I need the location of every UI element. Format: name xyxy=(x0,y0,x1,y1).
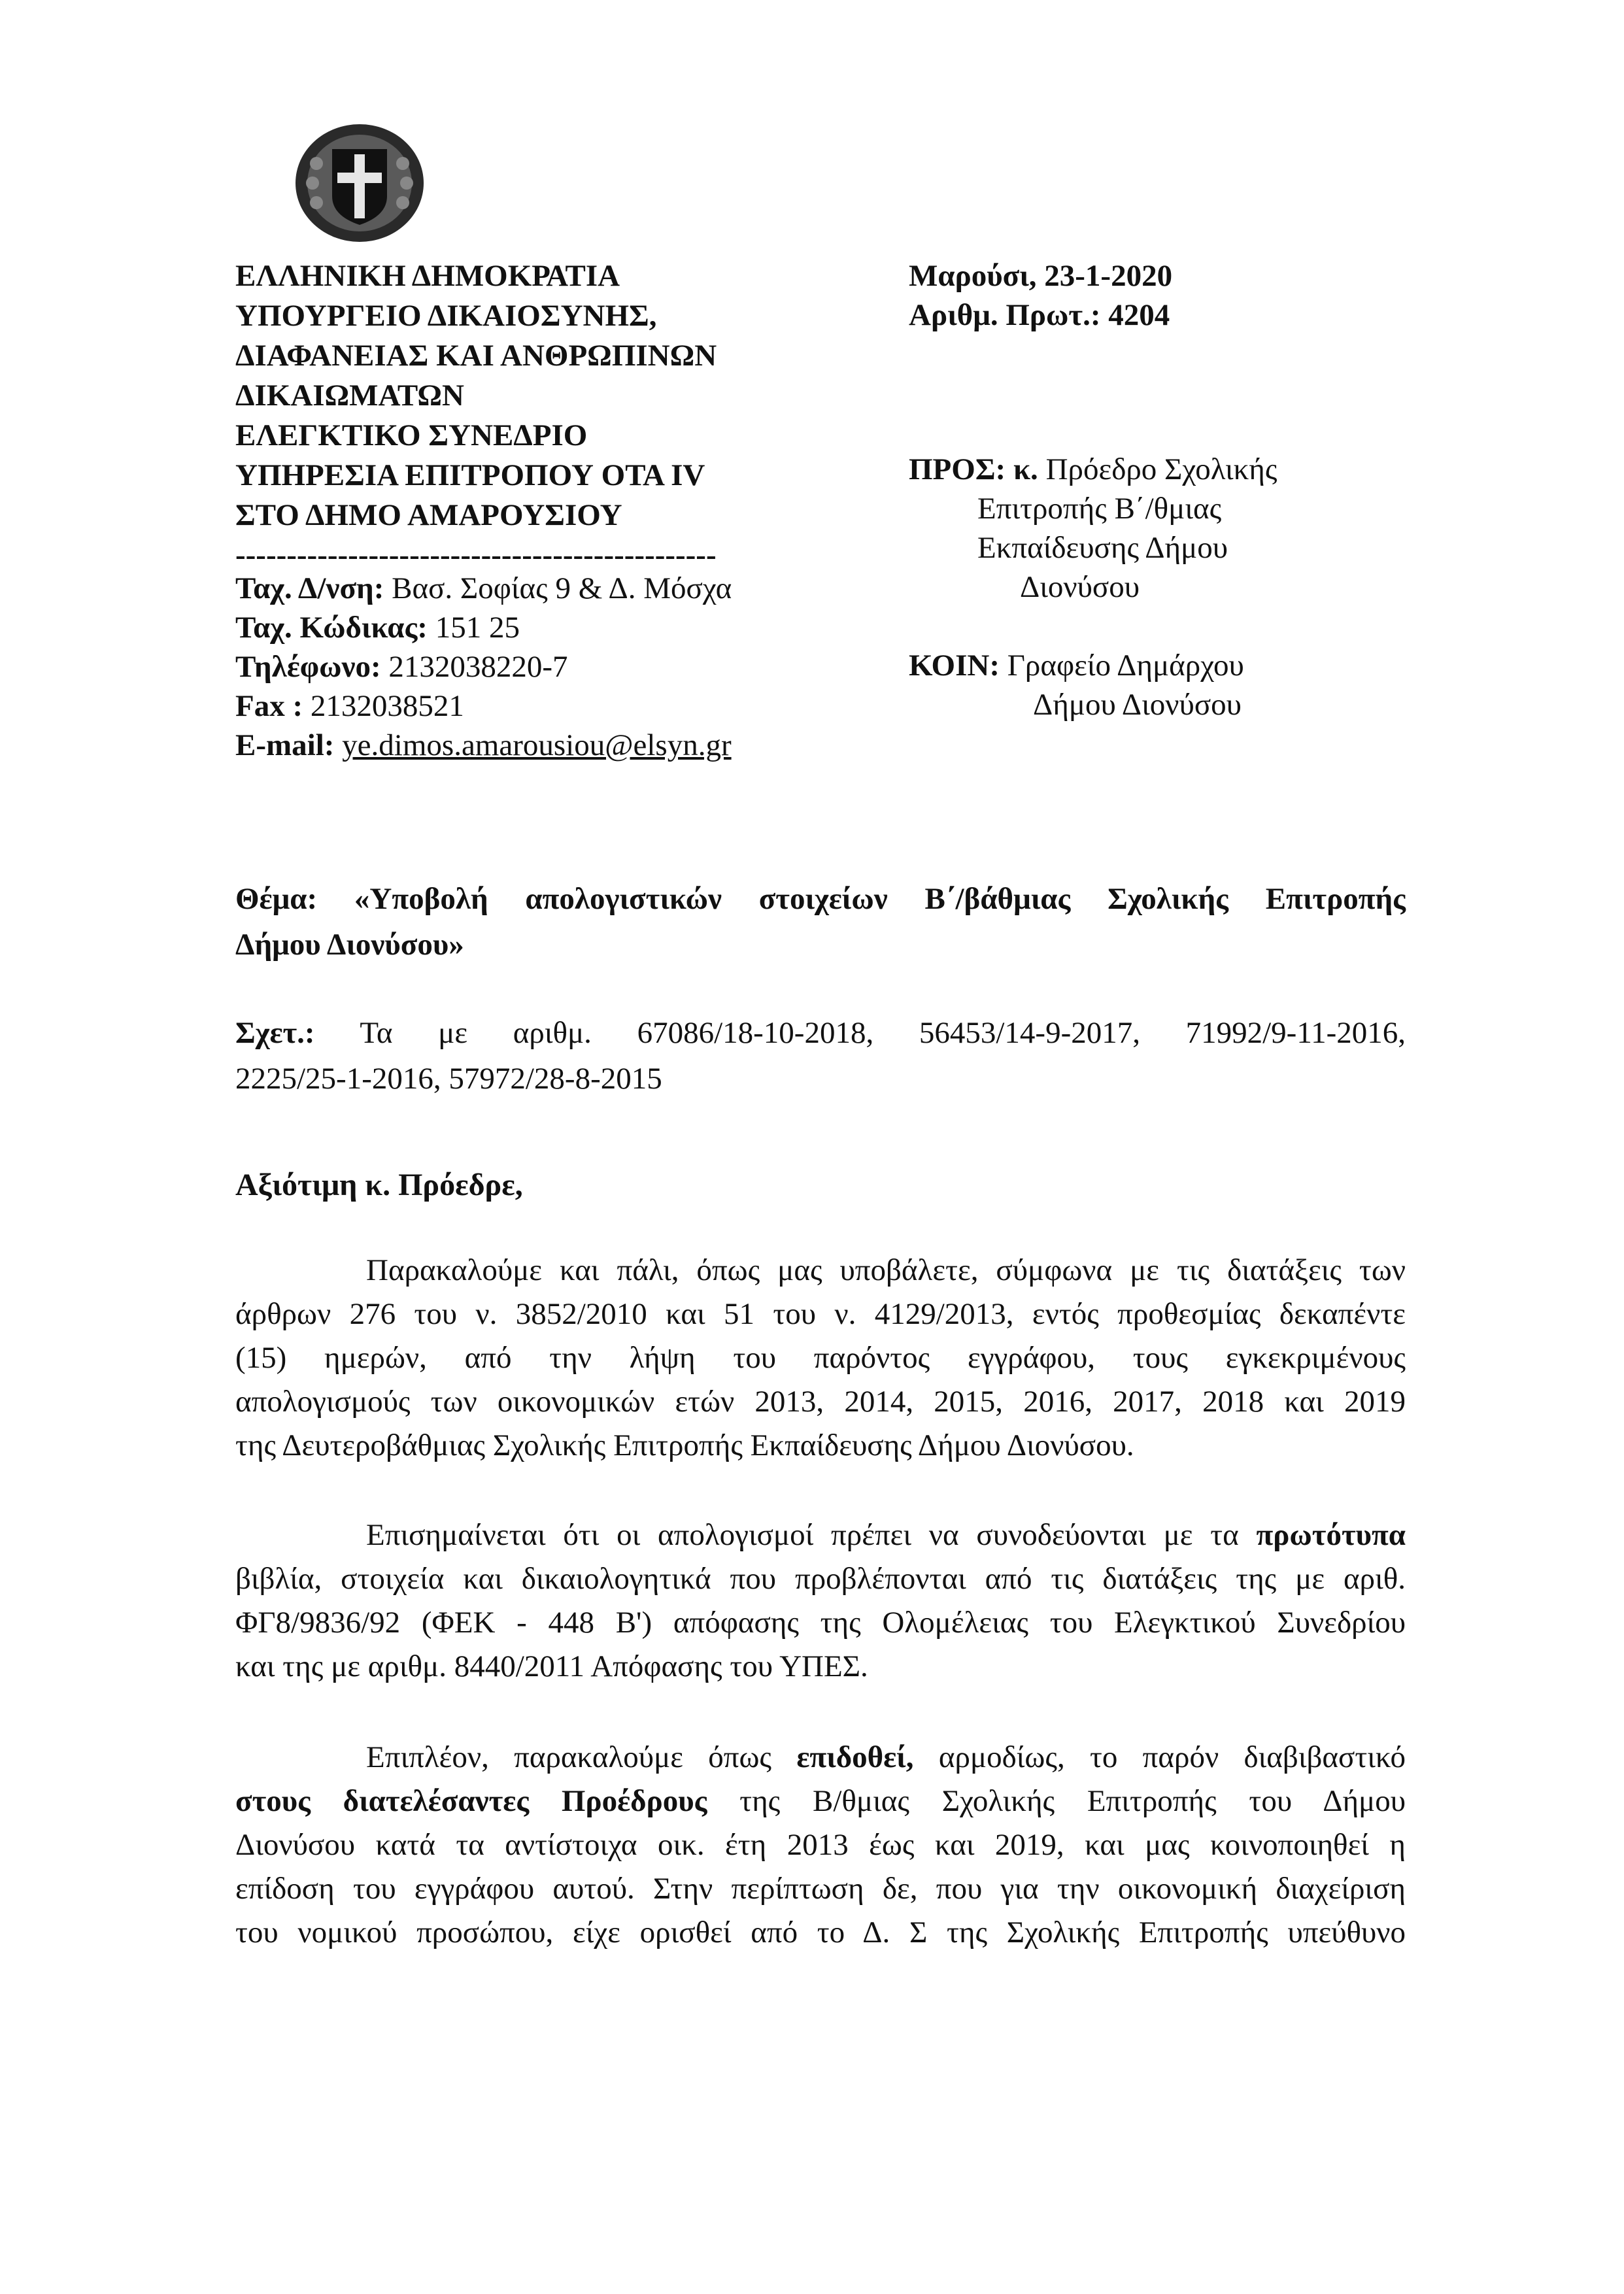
sender-line: ΥΠΟΥΡΓΕΙΟ ΔΙΚΑΙΟΣΥΝΗΣ, xyxy=(235,299,657,333)
paragraph-line: του νομικού προσώπου, είχε ορισθεί από το Δ. Σ της Σχολικής Επιτροπής υπεύθυνο xyxy=(235,1915,1406,1949)
recipient-line: Πρόεδρο Σχολικής xyxy=(1045,452,1277,486)
phone-label: Τηλέφωνο: xyxy=(235,650,381,684)
paragraph-text: αρμοδίως, το παρόν διαβιβαστικό xyxy=(938,1740,1406,1774)
subject-line: Δήμου Διονύσου» xyxy=(235,928,464,962)
phone-value: 2132038220-7 xyxy=(388,650,568,684)
recipient-line: Εκπαίδευσης Δήμου xyxy=(977,531,1228,565)
paragraph-text: Επιπλέον, παρακαλούμε όπως xyxy=(366,1740,772,1774)
paragraph-line: επίδοση του εγγράφου αυτού. Στην περίπτωση δε, που για την οικονομική διαχείριση xyxy=(235,1872,1406,1906)
paragraph-line xyxy=(235,1780,1406,1823)
paragraph-line xyxy=(235,1513,1406,1557)
paragraph-emphasis: επιδοθεί, xyxy=(796,1740,914,1774)
paragraph-2 xyxy=(235,1513,1406,1689)
fax-label: Fax : xyxy=(235,689,303,723)
paragraph-text: της Β/θμιας Σχολικής Επιτροπής του Δήμου xyxy=(739,1784,1406,1818)
recipient-line: Διονύσου xyxy=(1020,570,1140,604)
koin-line: Δήμου Διονύσου xyxy=(1033,688,1242,722)
paragraph-line: ΦΓ8/9836/92 (ΦΕΚ - 448 Β') απόφασης της Ολομέλειας του Ελεγκτικού Συνεδρίου xyxy=(235,1606,1406,1640)
paragraph-line: Παρακαλούμε και πάλι, όπως μας υποβάλετε, σύμφωνα με τις διατάξεις των xyxy=(366,1253,1406,1287)
paragraph-line: Διονύσου κατά τα αντίστοιχα οικ. έτη 2013 έως και 2019, και μας κοινοποιηθεί η xyxy=(235,1828,1406,1862)
references-line: 2225/25-1-2016, 57972/28-8-2015 xyxy=(235,1062,662,1096)
email-row xyxy=(235,726,889,765)
postcode-label: Ταχ. Κώδικας: xyxy=(235,611,428,645)
paragraph-line: βιβλία, στοιχεία και δικαιολογητικά που προβλέπονται από τις διατάξεις της με αριθ. xyxy=(235,1562,1406,1596)
sender-line: ΔΙΑΦΑΝΕΙΑΣ ΚΑΙ ΑΝΘΡΩΠΙΝΩΝ xyxy=(235,339,717,373)
protocol-number: Αριθμ. Πρωτ.: 4204 xyxy=(909,298,1170,332)
fax-row xyxy=(235,686,889,726)
paragraph-line: απολογισμούς των οικονομικών ετών 2013, 2014, 2015, 2016, 2017, 2018 και 2019 xyxy=(235,1385,1406,1419)
paragraph-emphasis: πρωτότυπα xyxy=(1256,1518,1406,1552)
address-label: Ταχ. Δ/νση: xyxy=(235,571,384,605)
address-value: Βασ. Σοφίας 9 & Δ. Μόσχα xyxy=(392,571,732,605)
subject-line: Θέμα: «Υποβολή απολογιστικών στοιχείων Β΄/βάθμιας Σχολικής Επιτροπής xyxy=(235,882,1406,916)
references-label: Σχετ.: xyxy=(235,1016,315,1050)
koin-block xyxy=(909,646,1244,724)
phone-row xyxy=(235,647,889,686)
sender-block xyxy=(235,256,824,575)
recipient-label: ΠΡΟΣ: κ. xyxy=(909,452,1038,486)
references-block xyxy=(235,1010,1406,1102)
paragraph-text: Επισημαίνεται ότι οι απολογισμοί πρέπει να συνοδεύονται με τα xyxy=(366,1518,1239,1552)
paragraph-line xyxy=(235,1736,1406,1780)
references-line xyxy=(235,1010,1406,1056)
paragraph-emphasis: στους διατελέσαντες Προέδρους xyxy=(235,1784,707,1818)
recipient-block xyxy=(909,450,1277,607)
koin-label: ΚΟΙΝ: xyxy=(909,649,1000,683)
references-text: Τα με αριθμ. 67086/18-10-2018, 56453/14-9-2017, 71992/9-11-2016, xyxy=(360,1016,1406,1050)
place-date-block xyxy=(909,256,1172,335)
paragraph-line: (15) ημερών, από την λήψη του παρόντος εγγράφου, τους εγκεκριμένους xyxy=(235,1341,1406,1375)
email-label: E-mail: xyxy=(235,728,335,762)
sender-separator: ----------------------------------------------- xyxy=(235,538,717,572)
subject-block xyxy=(235,876,1406,968)
postcode-value: 151 25 xyxy=(435,611,520,645)
paragraph-1 xyxy=(235,1249,1406,1468)
postcode-row xyxy=(235,608,889,647)
place-date: Μαρούσι, 23-1-2020 xyxy=(909,259,1173,293)
koin-line: Γραφείο Δημάρχου xyxy=(1007,649,1244,683)
sender-line: ΕΛΛΗΝΙΚΗ ΔΗΜΟΚΡΑΤΙΑ xyxy=(235,259,620,293)
contact-block xyxy=(235,569,889,765)
email-link[interactable]: ye.dimos.amarousiou@elsyn.gr xyxy=(342,728,732,762)
paragraph-line: άρθρων 276 του ν. 3852/2010 και 51 του ν. 4129/2013, εντός προθεσμίας δεκαπέντε xyxy=(235,1297,1406,1331)
recipient-line: Επιτροπής Β΄/θμιας xyxy=(977,492,1222,526)
greeting: Αξιότιμη κ. Πρόεδρε, xyxy=(235,1168,523,1202)
paragraph-line: της Δευτεροβάθμιας Σχολικής Επιτροπής Εκπαίδευσης Δήμου Διονύσου. xyxy=(235,1428,1134,1462)
sender-line: ΣΤΟ ΔΗΜΟ ΑΜΑΡΟΥΣΙΟΥ xyxy=(235,498,622,532)
address-row xyxy=(235,569,889,608)
sender-line: ΔΙΚΑΙΩΜΑΤΩΝ xyxy=(235,379,464,413)
sender-line: ΕΛΕΓΚΤΙΚΟ ΣΥΝΕΔΡΙΟ xyxy=(235,418,588,452)
paragraph-3 xyxy=(235,1736,1406,1955)
paragraph-line: και της με αριθμ. 8440/2011 Απόφασης του ΥΠΕΣ. xyxy=(235,1649,868,1683)
greek-coat-of-arms-icon xyxy=(281,118,438,248)
fax-value: 2132038521 xyxy=(310,689,464,723)
sender-line: ΥΠΗΡΕΣΙΑ ΕΠΙΤΡΟΠΟΥ ΟΤΑ IV xyxy=(235,458,705,492)
